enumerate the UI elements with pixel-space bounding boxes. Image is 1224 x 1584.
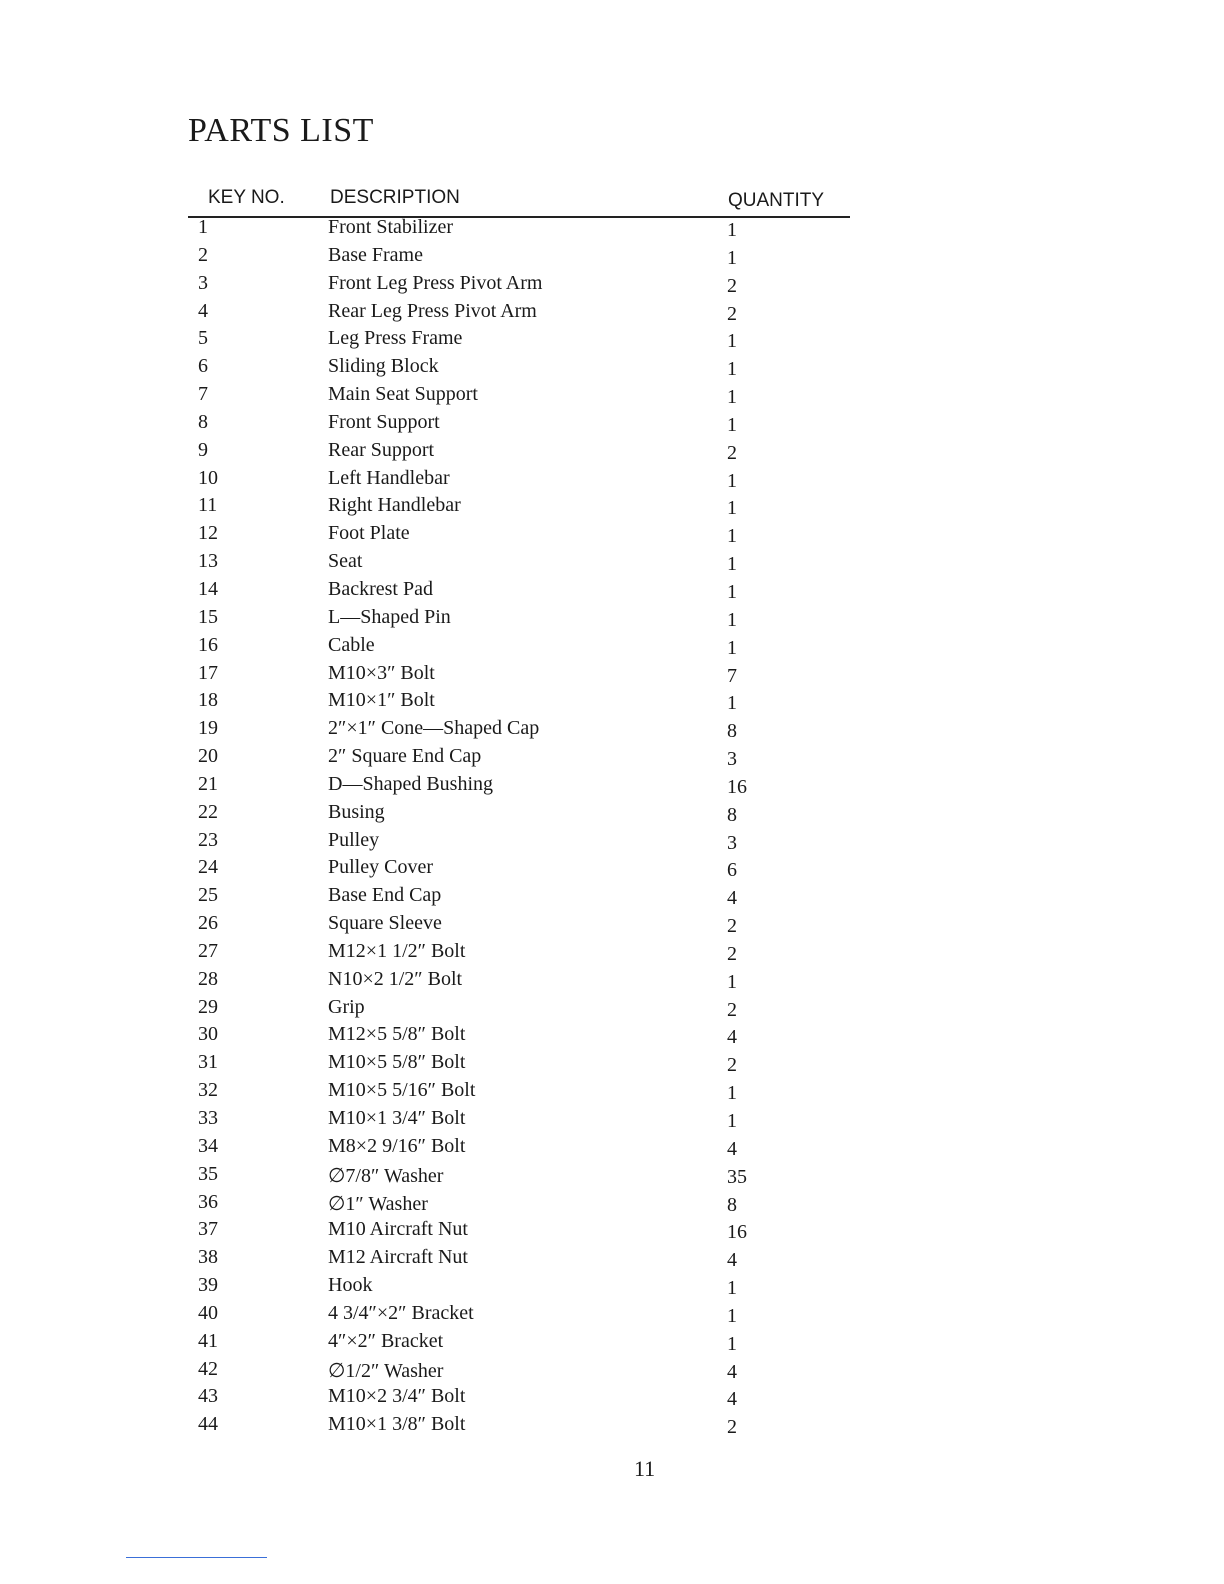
quantity-cell: 3 [727, 831, 737, 854]
quantity-cell: 16 [727, 1221, 747, 1244]
key-no-cell: 22 [198, 800, 218, 823]
description-cell: ∅1/2″ Washer [328, 1359, 444, 1382]
table-row [188, 884, 850, 912]
table-row [188, 1302, 850, 1330]
quantity-cell: 4 [727, 1249, 737, 1272]
description-cell: Main Seat Support [328, 383, 478, 406]
table-row [188, 662, 850, 690]
key-no-cell: 26 [198, 912, 218, 935]
key-no-cell: 9 [198, 438, 208, 461]
table-row [188, 355, 850, 383]
quantity-cell: 8 [727, 1193, 737, 1216]
quantity-cell: 4 [727, 1137, 737, 1160]
description-cell: Cable [328, 633, 375, 656]
table-row [188, 1107, 850, 1135]
quantity-cell: 2 [727, 1054, 737, 1077]
table-row [188, 411, 850, 439]
description-cell: Right Handlebar [328, 494, 461, 517]
key-no-cell: 4 [198, 299, 208, 322]
quantity-cell: 1 [727, 1082, 737, 1105]
quantity-cell: 1 [727, 1332, 737, 1355]
quantity-cell: 8 [727, 803, 737, 826]
table-row [188, 1218, 850, 1246]
key-no-cell: 19 [198, 717, 218, 740]
key-no-cell: 41 [198, 1329, 218, 1352]
quantity-cell: 2 [727, 998, 737, 1021]
table-row [188, 1023, 850, 1051]
description-cell: M8×2 9/16″ Bolt [328, 1134, 466, 1157]
table-row [188, 1191, 850, 1219]
table-row [188, 968, 850, 996]
table-row [188, 1246, 850, 1274]
description-cell: 4 3/4″×2″ Bracket [328, 1301, 474, 1324]
table-row [188, 244, 850, 272]
key-no-cell: 8 [198, 410, 208, 433]
table-row [188, 1330, 850, 1358]
key-no-cell: 32 [198, 1079, 218, 1102]
table-row [188, 689, 850, 717]
parts-table-body [188, 216, 850, 1441]
quantity-cell: 1 [727, 386, 737, 409]
quantity-cell: 16 [727, 775, 747, 798]
quantity-cell: 2 [727, 915, 737, 938]
header-quantity: QUANTITY [728, 190, 825, 211]
description-cell: 2″ Square End Cap [328, 745, 482, 768]
key-no-cell: 7 [198, 383, 208, 406]
table-row [188, 773, 850, 801]
key-no-cell: 16 [198, 633, 218, 656]
table-row [188, 327, 850, 355]
table-row [188, 550, 850, 578]
table-row [188, 300, 850, 328]
quantity-cell: 1 [727, 246, 737, 269]
key-no-cell: 18 [198, 689, 218, 712]
description-cell: Foot Plate [328, 522, 410, 545]
key-no-cell: 28 [198, 967, 218, 990]
quantity-cell: 1 [727, 413, 737, 436]
table-row [188, 439, 850, 467]
table-row [188, 216, 850, 244]
footer-divider [126, 1557, 267, 1558]
description-cell: M10×2 3/4″ Bolt [328, 1385, 466, 1408]
table-row [188, 1051, 850, 1079]
quantity-cell: 1 [727, 497, 737, 520]
key-no-cell: 5 [198, 327, 208, 350]
key-no-cell: 6 [198, 355, 208, 378]
quantity-cell: 8 [727, 720, 737, 743]
key-no-cell: 43 [198, 1385, 218, 1408]
description-cell: M10×5 5/16″ Bolt [328, 1079, 476, 1102]
quantity-cell: 1 [727, 608, 737, 631]
table-row [188, 634, 850, 662]
table-row [188, 745, 850, 773]
table-row [188, 494, 850, 522]
table-row [188, 522, 850, 550]
quantity-cell: 4 [727, 887, 737, 910]
key-no-cell: 39 [198, 1274, 218, 1297]
description-cell: Front Leg Press Pivot Arm [328, 271, 543, 294]
table-row [188, 1358, 850, 1386]
key-no-cell: 3 [198, 271, 208, 294]
quantity-cell: 3 [727, 748, 737, 771]
quantity-cell: 7 [727, 664, 737, 687]
quantity-cell: 1 [727, 358, 737, 381]
description-cell: Front Support [328, 410, 440, 433]
description-cell: M10×3″ Bolt [328, 661, 435, 684]
quantity-cell: 4 [727, 1388, 737, 1411]
description-cell: Seat [328, 550, 363, 573]
key-no-cell: 24 [198, 856, 218, 879]
key-no-cell: 36 [198, 1190, 218, 1213]
description-cell: Busing [328, 800, 385, 823]
key-no-cell: 17 [198, 661, 218, 684]
description-cell: D—Shaped Bushing [328, 772, 493, 795]
table-row [188, 606, 850, 634]
table-row [188, 717, 850, 745]
description-cell: ∅7/8″ Washer [328, 1164, 444, 1187]
description-cell: M10×5 5/8″ Bolt [328, 1051, 466, 1074]
quantity-cell: 2 [727, 274, 737, 297]
quantity-cell: 1 [727, 1304, 737, 1327]
quantity-cell: 2 [727, 302, 737, 325]
key-no-cell: 21 [198, 772, 218, 795]
key-no-cell: 27 [198, 939, 218, 962]
description-cell: N10×2 1/2″ Bolt [328, 967, 463, 990]
quantity-cell: 1 [727, 330, 737, 353]
description-cell: M10 Aircraft Nut [328, 1218, 468, 1241]
description-cell: Front Stabilizer [328, 216, 453, 238]
quantity-cell: 1 [727, 525, 737, 548]
description-cell: M10×1″ Bolt [328, 689, 435, 712]
table-row [188, 383, 850, 411]
header-description: DESCRIPTION [330, 187, 460, 208]
quantity-cell: 4 [727, 1360, 737, 1383]
table-row [188, 1413, 850, 1441]
key-no-cell: 34 [198, 1134, 218, 1157]
quantity-cell: 1 [727, 219, 737, 241]
description-cell: Base Frame [328, 243, 423, 266]
key-no-cell: 20 [198, 745, 218, 768]
table-row [188, 801, 850, 829]
quantity-cell: 1 [727, 970, 737, 993]
quantity-cell: 1 [727, 469, 737, 492]
table-row [188, 1274, 850, 1302]
quantity-cell: 2 [727, 1416, 737, 1439]
key-no-cell: 38 [198, 1246, 218, 1269]
quantity-cell: 4 [727, 1026, 737, 1049]
key-no-cell: 30 [198, 1023, 218, 1046]
key-no-cell: 33 [198, 1107, 218, 1129]
quantity-cell: 1 [727, 692, 737, 715]
description-cell: Backrest Pad [328, 577, 433, 600]
description-cell: Square Sleeve [328, 912, 442, 935]
key-no-cell: 23 [198, 828, 218, 851]
header-key-no: KEY NO. [208, 187, 285, 208]
description-cell: Leg Press Frame [328, 327, 463, 350]
table-row [188, 912, 850, 940]
quantity-cell: 2 [727, 942, 737, 965]
key-no-cell: 1 [198, 216, 208, 238]
description-cell: M10×1 3/8″ Bolt [328, 1413, 466, 1436]
table-row [188, 996, 850, 1024]
quantity-cell: 1 [727, 553, 737, 576]
description-cell: L—Shaped Pin [328, 605, 451, 628]
key-no-cell: 11 [198, 494, 218, 517]
table-row [188, 1079, 850, 1107]
quantity-cell: 1 [727, 636, 737, 659]
quantity-cell: 1 [727, 1110, 737, 1132]
description-cell: M12×5 5/8″ Bolt [328, 1023, 466, 1046]
key-no-cell: 42 [198, 1357, 218, 1380]
page-title: PARTS LIST [188, 112, 374, 149]
description-cell: ∅1″ Washer [328, 1192, 428, 1215]
table-row [188, 467, 850, 495]
table-row [188, 1135, 850, 1163]
table-row [188, 1163, 850, 1191]
key-no-cell: 31 [198, 1051, 218, 1074]
key-no-cell: 10 [198, 466, 218, 489]
description-cell: 4″×2″ Bracket [328, 1329, 444, 1352]
description-cell: Grip [328, 995, 365, 1018]
table-row [188, 856, 850, 884]
key-no-cell: 37 [198, 1218, 218, 1241]
quantity-cell: 6 [727, 859, 737, 882]
quantity-cell: 2 [727, 441, 737, 464]
description-cell: Sliding Block [328, 355, 439, 378]
description-cell: Rear Support [328, 438, 435, 461]
key-no-cell: 29 [198, 995, 218, 1018]
description-cell: M12 Aircraft Nut [328, 1246, 468, 1269]
table-row [188, 272, 850, 300]
quantity-cell: 1 [727, 580, 737, 603]
quantity-cell: 35 [727, 1165, 747, 1188]
key-no-cell: 14 [198, 577, 218, 600]
key-no-cell: 2 [198, 243, 208, 266]
table-row [188, 1385, 850, 1413]
table-row [188, 578, 850, 606]
table-row [188, 829, 850, 857]
description-cell: M12×1 1/2″ Bolt [328, 939, 466, 962]
key-no-cell: 13 [198, 550, 218, 573]
table-header [188, 186, 850, 218]
description-cell: Base End Cap [328, 884, 442, 907]
description-cell: Left Handlebar [328, 466, 450, 489]
key-no-cell: 44 [198, 1413, 218, 1436]
table-row [188, 940, 850, 968]
key-no-cell: 35 [198, 1162, 218, 1185]
quantity-cell: 1 [727, 1277, 737, 1300]
key-no-cell: 25 [198, 884, 218, 907]
key-no-cell: 15 [198, 605, 218, 628]
description-cell: Pulley Cover [328, 856, 433, 879]
page-number: 11 [634, 1456, 656, 1481]
description-cell: Pulley [328, 828, 380, 851]
key-no-cell: 12 [198, 522, 218, 545]
key-no-cell: 40 [198, 1301, 218, 1324]
description-cell: Rear Leg Press Pivot Arm [328, 299, 537, 322]
description-cell: 2″×1″ Cone—Shaped Cap [328, 717, 540, 740]
description-cell: M10×1 3/4″ Bolt [328, 1107, 466, 1129]
description-cell: Hook [328, 1274, 373, 1297]
